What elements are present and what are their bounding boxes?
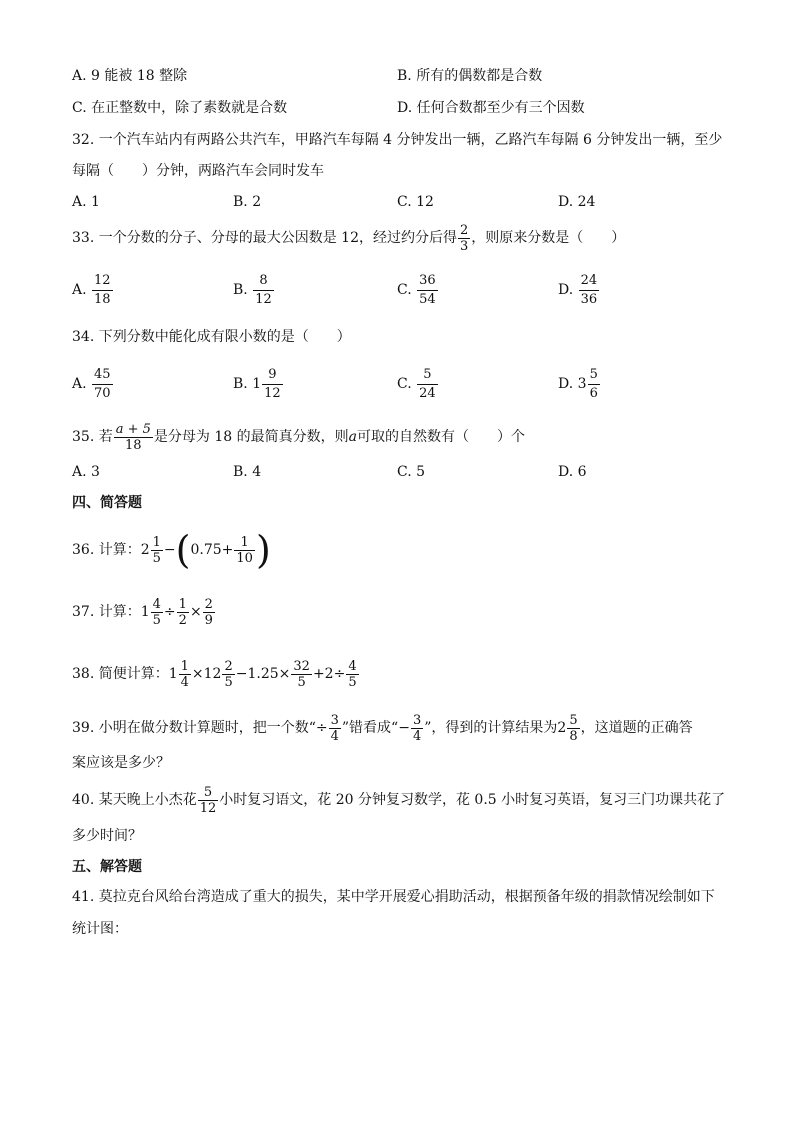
q32-stem-line1: 32. 一个汽车站内有两路公共汽车，甲路汽车每隔 4 分钟发出一辆，乙路汽车每隔 6 分钟发出一辆，至少 [72,132,723,148]
q36: 36. 计算：2 $\frac{1}{5}$ −(0.75+ $\frac{1}{10}$ ) [72,528,271,572]
q39-line1: 39. 小明在做分数计算题时，把一个数“÷ $\frac{3}{4}$ ”错看成“− $\frac{3}{4}$ ”，得到的计算结果为2 $\frac{5}{8}$ ，这道题的正确答 [72,712,693,744]
q35-option-d: D. 6 [558,464,587,480]
q31-option-c: C. 在正整数中，除了素数就是合数 [72,100,288,116]
q41-line2: 统计图： [72,921,128,937]
q32-option-b: B. 2 [233,194,262,210]
q35-option-a: A. 3 [72,464,100,480]
q33-stem: 33. 一个分数的分子、分母的最大公因数是 12，经过约分后得 $\frac{2}{3}$ ，则原来分数是（ ） [72,222,626,254]
q34-option-b: B. 1 $\frac{9}{12}$ [233,366,281,401]
q34-option-c: C. $\frac{5}{24}$ [397,366,436,401]
section-heading-4: 四、简答题 [72,495,142,511]
q33-option-a: A. $\frac{12}{18}$ [72,272,111,307]
q32-option-a: A. 1 [72,194,100,210]
q31-option-a: A. 9 能被 18 整除 [72,68,188,84]
q32-stem-line2: 每隔（ ）分钟，两路汽车会同时发车 [72,163,324,179]
q39-line2: 案应该是多少？ [72,755,170,771]
q34-option-d: D. 3 $\frac{5}{6}$ [558,366,598,401]
q35-option-b: B. 4 [233,464,262,480]
q33-option-c: C. $\frac{36}{54}$ [397,272,436,307]
q32-option-d: D. 24 [558,194,596,210]
q32-option-c: C. 12 [397,194,434,210]
q34-stem: 34. 下列分数中能化成有限小数的是（ ） [72,329,351,345]
q38: 38. 简便计算：1 $\frac{1}{4}$ ×12 $\frac{2}{5}$ −1.25× $\frac{32}{5}$ +2÷ $\frac{4}{5}$ [72,658,357,690]
q31-option-d: D. 任何合数都至少有三个因数 [397,100,585,116]
q40-line2: 多少时间？ [72,828,142,844]
q34-option-a: A. $\frac{45}{70}$ [72,366,111,401]
q37: 37. 计算：1 $\frac{4}{5}$ ÷ $\frac{1}{2}$ × $\frac{2}{9}$ [72,596,213,628]
q40-line1: 40. 某天晚上小杰花 $\frac{5}{12}$ 小时复习语文，花 20 分钟复习数学，花 0.5 小时复习英语，复习三门功课共花了 [72,784,726,816]
q33-option-b: B. $\frac{8}{12}$ [233,272,272,307]
q33-option-d: D. $\frac{24}{36}$ [558,272,598,307]
q31-option-b: B. 所有的偶数都是合数 [397,68,543,84]
q33-stem-fraction: $\frac{2}{3}$ [459,222,469,254]
q41-line1: 41. 莫拉克台风给台湾造成了重大的损失，某中学开展爱心捐助活动，根据预备年级的捐款情况绘制如下 [72,889,715,905]
q35-option-c: C. 5 [397,464,426,480]
q35-stem: 35. 若 $\frac{a + 5}{18}$ 是分母为 18 的最简真分数，则a可取的自然数有（ ）个 [72,421,525,453]
section-heading-5: 五、解答题 [72,859,142,875]
